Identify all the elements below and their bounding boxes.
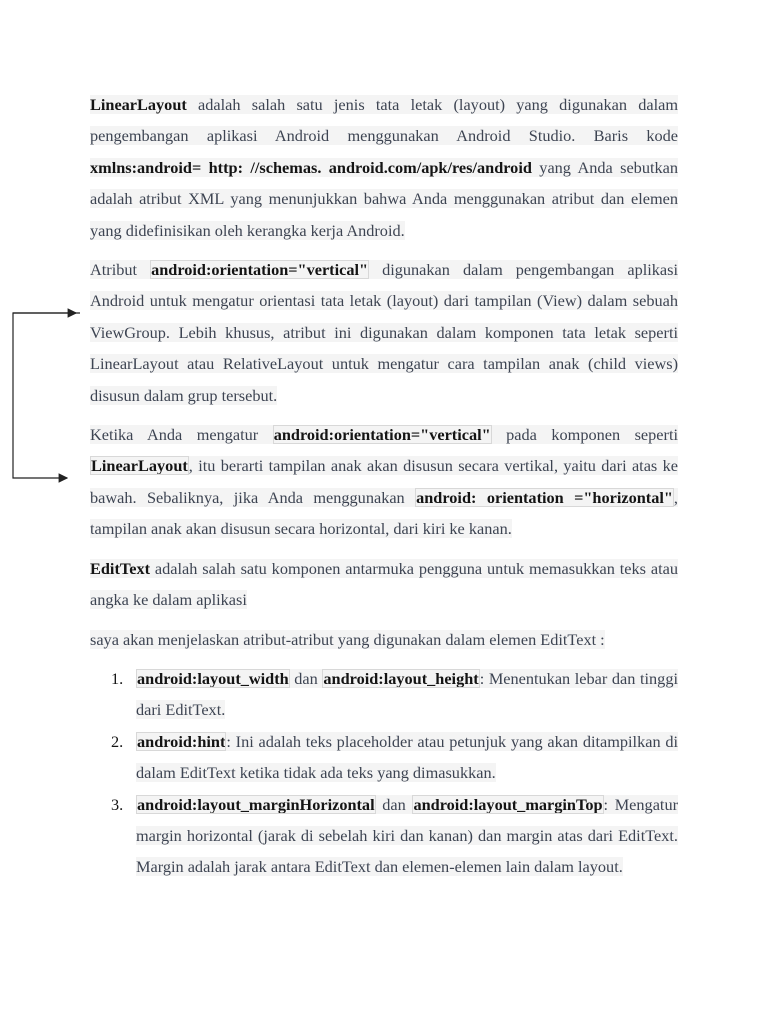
connector-arrow (0, 0, 100, 500)
code-linearlayout: LinearLayout (91, 456, 188, 476)
paragraph-edittext: EditText adalah salah satu komponen antarmuka pengguna untuk memasukkan teks atau angka ke dalam aplikasi (90, 558, 678, 610)
list-number: 1. (111, 668, 124, 688)
code-layout-height: android:layout_height (323, 668, 479, 688)
code-orientation-horizontal: android: orientation ="horizontal" (416, 487, 673, 507)
term-edittext: EditText (90, 558, 151, 578)
code-margin-top: android:layout_marginTop (413, 794, 603, 814)
paragraph-orientation-effect: Ketika Anda mengatur android:orientation="vertical" pada komponen seperti LinearLayout, itu berarti tampilan anak akan disusun secara vertikal, yaitu dari atas ke bawah. Sebaliknya, jika Anda menggunakan android: orientation ="horizontal", tampilan anak akan disusun secara horizontal, dari kiri ke kanan. (90, 425, 678, 539)
list-item: 1. android:layout_width dan android:layout_height: Menentukan lebar dan tinggi dari EditText. (90, 663, 678, 726)
code-hint: android:hint (137, 731, 226, 751)
document-content (90, 89, 678, 883)
paragraph-attributes-intro: saya akan menjelaskan atribut-atribut yang digunakan dalam elemen EditText : (90, 629, 605, 649)
list-item: 2. android:hint: Ini adalah teks placeholder atau petunjuk yang akan ditampilkan di dalam EditText ketika tidak ada teks yang dimasukkan. (90, 726, 678, 789)
list-number: 2. (111, 731, 124, 751)
attributes-list (90, 663, 678, 883)
code-orientation-vertical-2: android:orientation="vertical" (273, 425, 491, 445)
list-item: 3. android:layout_marginHorizontal dan android:layout_marginTop: Mengatur margin horizontal (jarak di sebelah kiri dan kanan) dan margin atas dari EditText. Margin adalah jarak antara EditText dan elemen-elemen lain dalam layout. (90, 789, 678, 883)
code-margin-horizontal: android:layout_marginHorizontal (137, 794, 375, 814)
code-orientation-vertical: android:orientation="vertical" (151, 260, 369, 280)
paragraph-orientation-attribute: Atribut android:orientation="vertical" digunakan dalam pengembangan aplikasi Android untuk mengatur orientasi tata letak (layout) dari tampilan (View) dalam sebuah ViewGroup. Lebih khusus, atribut ini digunakan dalam komponen tata letak seperti LinearLayout atau RelativeLayout untuk mengatur cara tampilan anak (child views) disusun dalam grup tersebut. (90, 260, 679, 405)
code-layout-width: android:layout_width (137, 668, 289, 688)
list-number: 3. (111, 794, 124, 814)
code-xmlns-android: xmlns:android= http: //schemas. android.com/apk/res/android (90, 157, 532, 177)
term-linearlayout: LinearLayout (90, 95, 187, 114)
paragraph-linearlayout: LinearLayout adalah salah satu jenis tata letak (layout) yang digunakan dalam pengembangan aplikasi Android menggunakan Android Studio. Baris kode xmlns:android= http: //schemas. android.com/apk/res/android yang Anda sebutkan adalah atribut XML yang menunjukkan bahwa Anda menggunakan atribut dan elemen yang didefinisikan oleh kerangka kerja Android. (90, 95, 678, 240)
connector-arrow-line (13, 313, 80, 478)
